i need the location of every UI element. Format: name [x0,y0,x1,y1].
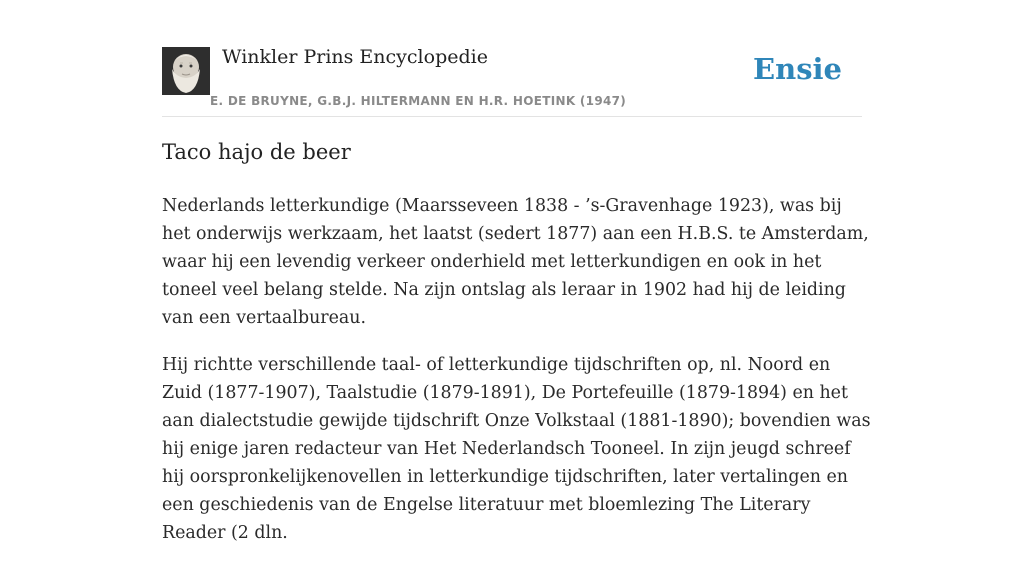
article-paragraph: Hij richtte verschillende taal- of letterkundige tijdschriften op, nl. Noord en Zuid (1877-1907), Taalstudie (1879-1891), De Portefeuille (1879-1894) en het aan dialectstudie gewijde tijdschrift Onze Volkstaal (1881-1890); bovendien was hij enige jaren redacteur van Het Nederlandsch Tooneel. In zijn jeugd schreef hij oorspronkelijkenovellen in letterkundige tijdschriften, later vertalingen en een geschiedenis van de Engelse literatuur met bloemlezing The Literary Reader (2 dln. [162,355,871,543]
site-name-link[interactable]: Winkler Prins Encyclopedie [222,46,488,68]
authors-credit: E. DE BRUYNE, G.B.J. HILTERMANN EN H.R. HOETINK (1947) [210,94,627,108]
site-header [162,44,862,117]
article-title: Taco hajo de beer [162,140,351,164]
brand-logo-link[interactable]: Ensie [753,52,842,86]
article-body [162,192,872,566]
article-paragraph: Nederlands letterkundige (Maarsseveen 1838 - ’s-Gravenhage 1923), was bij het onderwijs werkzaam, het laatst (sedert 1877) aan een H.B.S. te Amsterdam, waar hij een levendig verkeer onderhield met letterkundigen en ook in het toneel veel belang stelde. Na zijn ontslag als leraar in 1902 had hij de leiding van een vertaalbureau. [162,196,869,328]
author-avatar[interactable] [162,47,210,95]
bearded-man-portrait-icon [162,47,210,95]
